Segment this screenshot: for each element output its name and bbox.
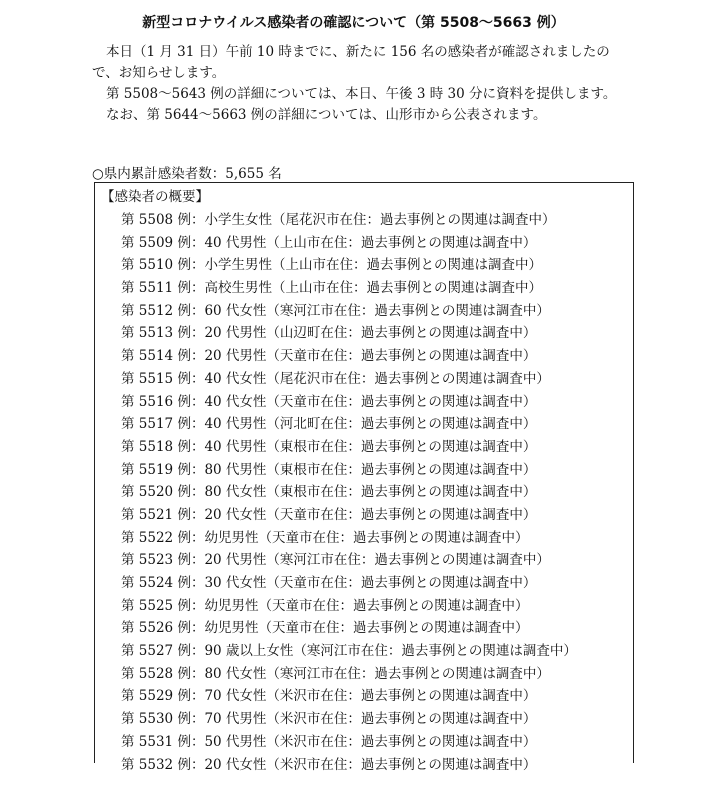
paragraph-details: 第 5508〜5643 例の詳細については、本日、午後 3 時 30 分に資料を提供します。 [106, 86, 617, 102]
paragraph-announcement: 本日（1 月 31 日）午前 10 時までに、新たに 156 名の感染者が確認されましたので、お知らせします。 [92, 44, 610, 81]
case-row: 第 5515 例：40 代女性（尾花沢市在住：過去事例との関連は調査中） [121, 370, 550, 387]
case-row: 第 5530 例：70 代男性（米沢市在住：過去事例との関連は調査中） [121, 711, 537, 728]
case-row: 第 5514 例：20 代男性（天童市在住：過去事例との関連は調査中） [121, 348, 537, 365]
case-row: 第 5526 例：幼児男性（天童市在住：過去事例との関連は調査中） [121, 620, 529, 637]
document-title: 新型コロナウイルス感染者の確認について（第 5508〜5663 例） [142, 15, 565, 31]
case-row: 第 5509 例：40 代男性（上山市在住：過去事例との関連は調査中） [121, 234, 537, 251]
cumulative-total: ○県内累計感染者数：5,655 名 [92, 166, 282, 182]
case-row: 第 5510 例：小学生男性（上山市在住：過去事例との関連は調査中） [121, 257, 542, 274]
case-summary-heading: 【感染者の概要】 [101, 189, 209, 205]
case-row: 第 5531 例：50 代男性（米沢市在住：過去事例との関連は調査中） [121, 733, 537, 750]
case-list [121, 209, 577, 776]
case-row: 第 5517 例：40 代男性（河北町在住：過去事例との関連は調査中） [121, 416, 537, 433]
case-row: 第 5529 例：70 代女性（米沢市在住：過去事例との関連は調査中） [121, 688, 537, 705]
case-row: 第 5513 例：20 代男性（山辺町在住：過去事例との関連は調査中） [121, 325, 537, 342]
intro-paragraphs [92, 42, 622, 126]
case-row: 第 5516 例：40 代女性（天童市在住：過去事例との関連は調査中） [121, 393, 537, 410]
case-row: 第 5525 例：幼児男性（天童市在住：過去事例との関連は調査中） [121, 597, 529, 614]
case-row: 第 5511 例：高校生男性（上山市在住：過去事例との関連は調査中） [121, 280, 542, 297]
case-row: 第 5524 例：30 代女性（天童市在住：過去事例との関連は調査中） [121, 575, 537, 591]
case-row: 第 5508 例：小学生女性（尾花沢市在住：過去事例との関連は調査中） [121, 212, 556, 228]
case-row: 第 5520 例：80 代女性（東根市在住：過去事例との関連は調査中） [121, 484, 537, 501]
case-row: 第 5519 例：80 代男性（東根市在住：過去事例との関連は調査中） [121, 461, 537, 478]
case-row: 第 5512 例：60 代女性（寒河江市在住：過去事例との関連は調査中） [121, 302, 550, 319]
paragraph-yamagata-city: なお、第 5644〜5663 例の詳細については、山形市から公表されます。 [106, 107, 547, 123]
case-summary-box [94, 182, 634, 773]
case-row: 第 5527 例：90 歳以上女性（寒河江市在住：過去事例との関連は調査中） [121, 643, 577, 660]
case-row: 第 5518 例：40 代男性（東根市在住：過去事例との関連は調査中） [121, 438, 537, 455]
case-row: 第 5523 例：20 代男性（寒河江市在住：過去事例との関連は調査中） [121, 552, 550, 569]
case-row: 第 5522 例：幼児男性（天童市在住：過去事例との関連は調査中） [121, 529, 529, 546]
case-row: 第 5521 例：20 代女性（天童市在住：過去事例との関連は調査中） [121, 506, 537, 523]
case-row: 第 5532 例：20 代女性（米沢市在住：過去事例との関連は調査中） [121, 756, 537, 773]
case-row: 第 5528 例：80 代女性（寒河江市在住：過去事例との関連は調査中） [121, 665, 550, 682]
